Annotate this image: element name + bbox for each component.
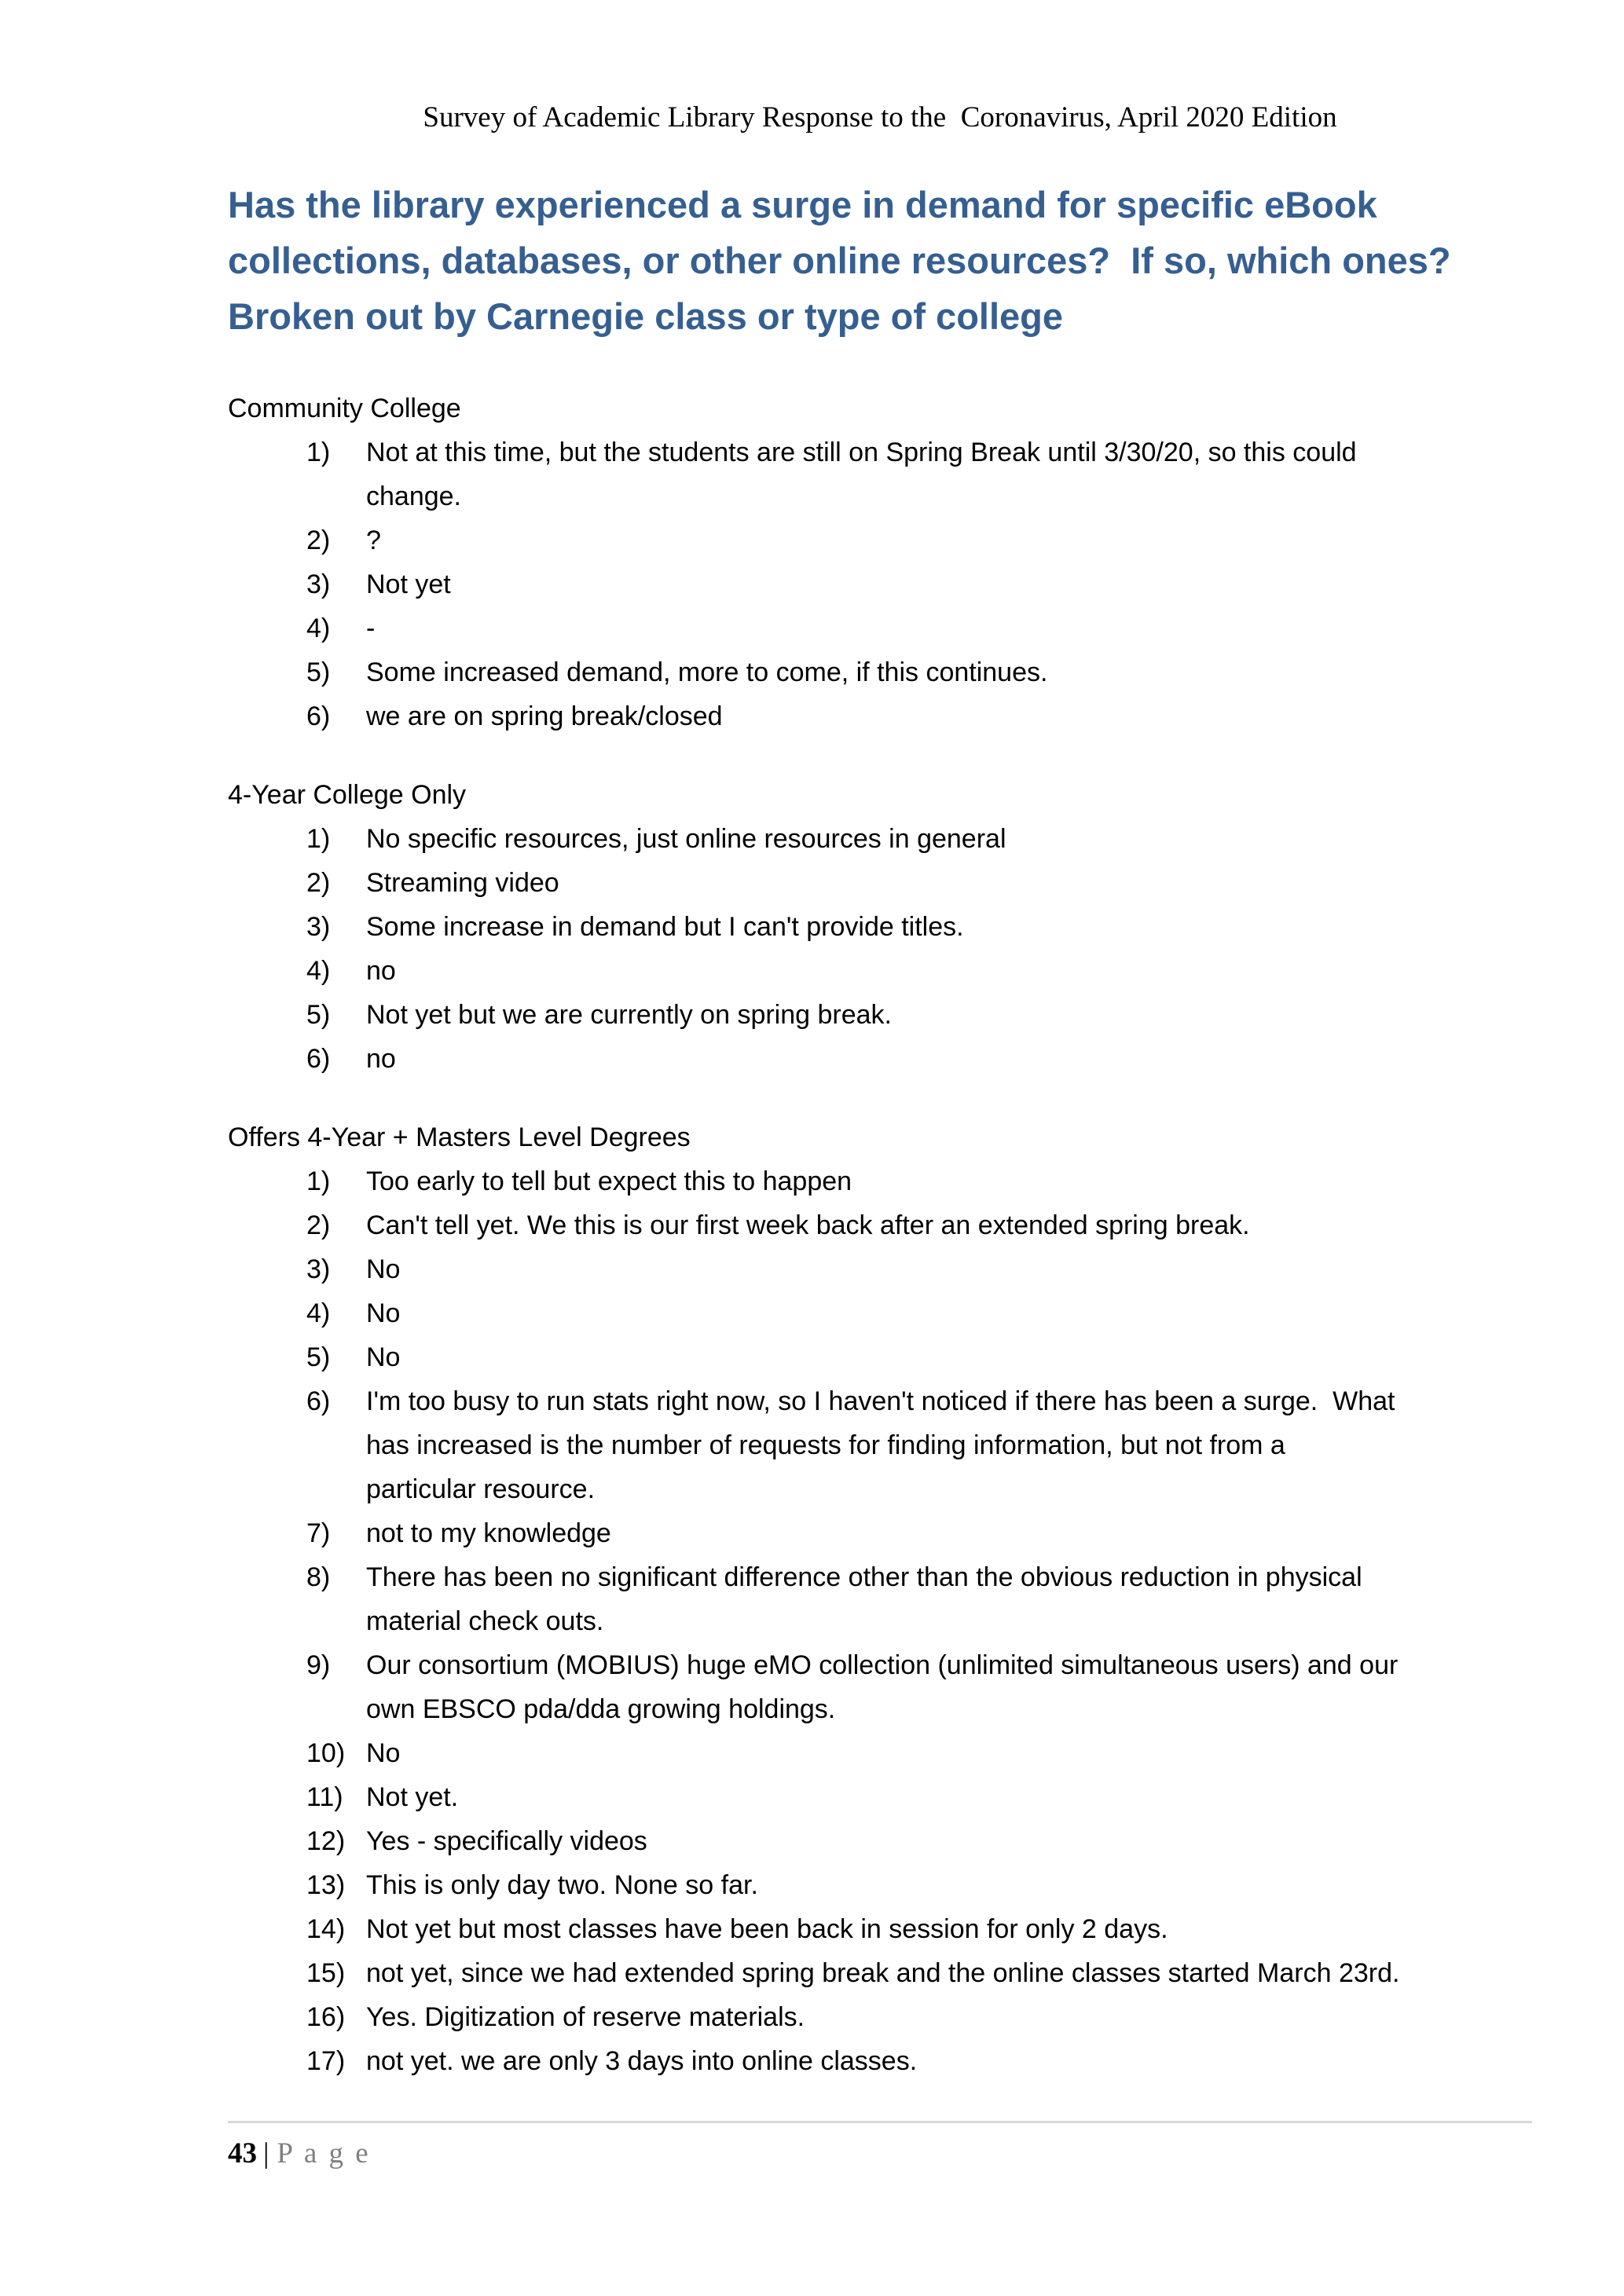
item-number: 15) [306, 1958, 346, 1988]
item-text [366, 1775, 1532, 1819]
response-item [228, 1819, 1532, 1863]
item-text-line: Not yet [366, 569, 451, 599]
item-number: 4) [306, 613, 331, 643]
item-text-line: No [366, 1254, 401, 1284]
response-item [228, 1159, 1532, 1203]
response-list [228, 817, 1532, 1081]
item-number: 9) [306, 1650, 331, 1680]
item-number: 13) [306, 1870, 346, 1900]
item-number: 4) [306, 1298, 331, 1328]
item-text [366, 2039, 1532, 2083]
item-number: 10) [306, 1738, 346, 1768]
item-text-line: No [366, 1738, 401, 1768]
item-text [366, 993, 1532, 1037]
item-number: 11) [306, 1782, 343, 1812]
item-text-line: no [366, 956, 396, 986]
item-text-line: Not yet but we are currently on spring break. [366, 1000, 892, 1030]
response-item [228, 430, 1532, 518]
response-item [228, 562, 1532, 606]
item-number: 1) [306, 824, 331, 854]
response-item [228, 1643, 1532, 1731]
item-text [366, 562, 1532, 606]
item-text-line: has increased is the number of requests for finding information, but not from a [366, 1430, 1285, 1460]
item-text-line: we are on spring break/closed [366, 701, 723, 731]
item-text-line: Streaming video [366, 868, 559, 898]
response-item [228, 1863, 1532, 1907]
response-item [228, 905, 1532, 949]
item-text [366, 1995, 1532, 2039]
response-item [228, 1335, 1532, 1379]
item-text-line: No specific resources, just online resources in general [366, 824, 1006, 854]
item-text [366, 1951, 1532, 1995]
response-item [228, 606, 1532, 650]
item-text-line: No [366, 1298, 401, 1328]
carnegie-section [228, 773, 1532, 1081]
item-text-line: change. [366, 482, 461, 511]
item-number: 1) [306, 1166, 331, 1196]
item-number: 3) [306, 1254, 331, 1284]
response-item [228, 1907, 1532, 1951]
item-number: 2) [306, 1210, 331, 1240]
item-number: 17) [306, 2046, 346, 2076]
response-item [228, 2039, 1532, 2083]
page-number: 43 [228, 2137, 257, 2170]
item-text [366, 1037, 1532, 1081]
response-item [228, 694, 1532, 738]
document-header: Survey of Academic Library Response to the Coronavirus, April 2020 Edition [423, 101, 1337, 134]
item-number: 6) [306, 1044, 331, 1074]
item-text-line: Some increased demand, more to come, if this continues. [366, 657, 1048, 687]
page-footer [228, 2121, 1532, 2172]
item-number: 5) [306, 657, 331, 687]
response-item [228, 650, 1532, 694]
response-item [228, 817, 1532, 861]
item-text [366, 1863, 1532, 1907]
footer-separator: | [263, 2137, 269, 2170]
response-item [228, 993, 1532, 1037]
item-text-line: no [366, 1044, 396, 1074]
response-item [228, 1379, 1532, 1511]
question-heading [228, 177, 1532, 344]
item-number: 8) [306, 1562, 331, 1592]
item-text-line: There has been no significant difference other than the obvious reduction in physical [366, 1562, 1362, 1592]
item-text [366, 1643, 1532, 1731]
item-number: 4) [306, 956, 331, 986]
item-number: 12) [306, 1826, 346, 1856]
item-number: 6) [306, 1386, 331, 1416]
item-text [366, 905, 1532, 949]
response-item [228, 1775, 1532, 1819]
item-number: 6) [306, 701, 331, 731]
response-item [228, 1037, 1532, 1081]
item-text-line: Not yet. [366, 1782, 459, 1812]
item-text [366, 606, 1532, 650]
question-heading-line: Has the library experienced a surge in demand for specific eBook [228, 184, 1377, 225]
item-text [366, 1731, 1532, 1775]
item-text [366, 1291, 1532, 1335]
item-number: 1) [306, 438, 331, 467]
response-item [228, 949, 1532, 993]
response-item [228, 1555, 1532, 1643]
item-text-line: own EBSCO pda/dda growing holdings. [366, 1694, 836, 1724]
item-text-line: Can't tell yet. We this is our first week back after an extended spring break. [366, 1210, 1250, 1240]
item-text-line: not to my knowledge [366, 1518, 611, 1548]
response-item [228, 1247, 1532, 1291]
item-text-line: not yet. we are only 3 days into online classes. [366, 2046, 918, 2076]
item-text-line: Some increase in demand but I can't provide titles. [366, 912, 964, 942]
item-text [366, 1907, 1532, 1951]
item-number: 5) [306, 1342, 331, 1372]
item-text-line: - [366, 613, 376, 643]
item-number: 14) [306, 1914, 346, 1944]
item-text [366, 1511, 1532, 1555]
item-number: 3) [306, 912, 331, 942]
item-text [366, 694, 1532, 738]
item-text [366, 1379, 1532, 1511]
item-text [366, 817, 1532, 861]
response-item [228, 861, 1532, 905]
section-title: Community College [228, 394, 461, 423]
item-text [366, 430, 1532, 518]
responses-body [228, 386, 1532, 2083]
question-heading-line: collections, databases, or other online resources? If so, which ones? [228, 240, 1451, 281]
item-text-line: Yes. Digitization of reserve materials. [366, 2002, 805, 2032]
item-number: 7) [306, 1518, 331, 1548]
item-text-line: Our consortium (MOBIUS) huge eMO collection (unlimited simultaneous users) and our [366, 1650, 1399, 1680]
item-text-line: No [366, 1342, 401, 1372]
item-text [366, 518, 1532, 562]
item-text-line: not yet, since we had extended spring break and the online classes started March 23rd. [366, 1958, 1400, 1988]
item-text-line: I'm too busy to run stats right now, so I haven't noticed if there has been a surge. What [366, 1386, 1395, 1416]
response-list [228, 430, 1532, 738]
item-text [366, 861, 1532, 905]
item-text-line: Not at this time, but the students are still on Spring Break until 3/30/20, so this could [366, 438, 1357, 467]
response-item [228, 1951, 1532, 1995]
item-text-line: material check outs. [366, 1606, 604, 1636]
section-title: 4-Year College Only [228, 780, 467, 810]
response-item [228, 1291, 1532, 1335]
item-text-line: This is only day two. None so far. [366, 1870, 758, 1900]
response-list [228, 1159, 1532, 2083]
item-number: 5) [306, 1000, 331, 1030]
item-number: 2) [306, 868, 331, 898]
item-text [366, 1159, 1532, 1203]
item-text-line: Not yet but most classes have been back in session for only 2 days. [366, 1914, 1168, 1944]
item-number: 3) [306, 569, 331, 599]
footer-text [228, 2136, 1532, 2172]
item-text [366, 1203, 1532, 1247]
carnegie-section [228, 1115, 1532, 2083]
carnegie-section [228, 386, 1532, 738]
response-item [228, 1731, 1532, 1775]
item-text-line: ? [366, 525, 381, 555]
response-item [228, 1511, 1532, 1555]
item-text-line: particular resource. [366, 1474, 596, 1504]
section-title: Offers 4-Year + Masters Level Degrees [228, 1122, 691, 1152]
item-text [366, 1819, 1532, 1863]
footer-rule [228, 2121, 1532, 2123]
item-text-line: Too early to tell but expect this to happen [366, 1166, 852, 1196]
item-text-line: Yes - specifically videos [366, 1826, 647, 1856]
item-text [366, 1335, 1532, 1379]
item-text [366, 650, 1532, 694]
item-text [366, 949, 1532, 993]
item-number: 16) [306, 2002, 346, 2032]
item-text [366, 1247, 1532, 1291]
response-item [228, 1995, 1532, 2039]
footer-page-label: P a g e [277, 2137, 371, 2170]
item-number: 2) [306, 525, 331, 555]
question-heading-line: Broken out by Carnegie class or type of college [228, 295, 1064, 337]
page-content [228, 98, 1532, 2083]
response-item [228, 1203, 1532, 1247]
item-text [366, 1555, 1532, 1643]
response-item [228, 518, 1532, 562]
